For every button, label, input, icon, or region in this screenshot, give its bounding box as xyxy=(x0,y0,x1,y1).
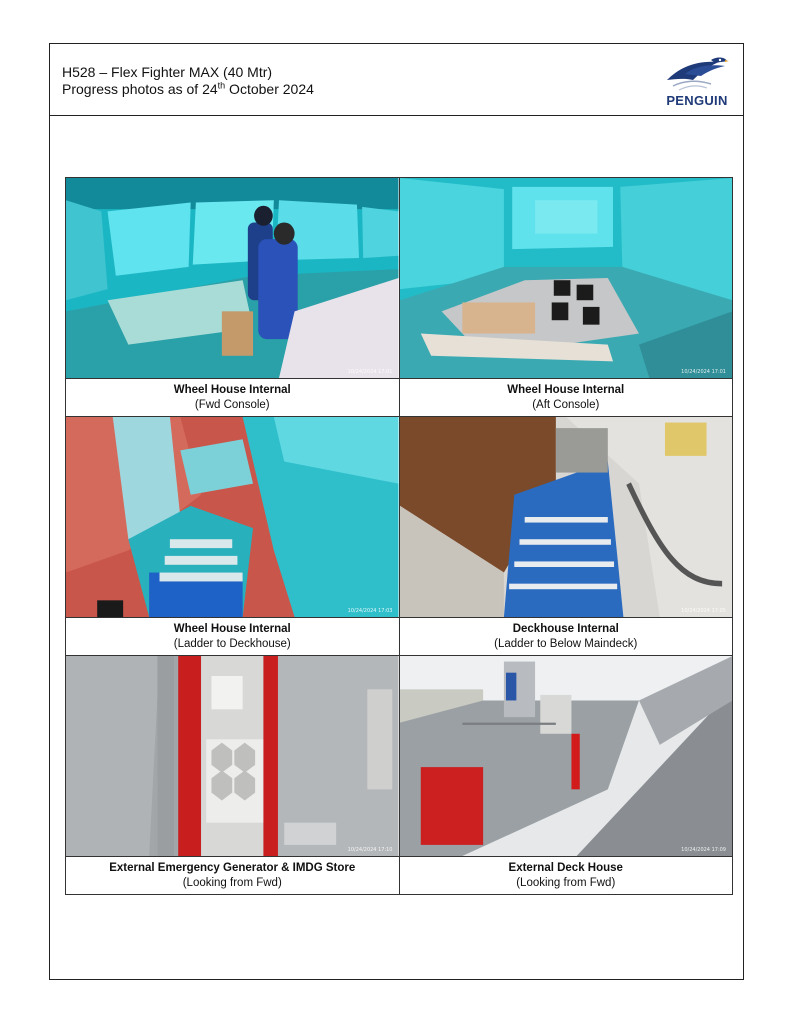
caption-subtitle: (Ladder to Deckhouse) xyxy=(173,637,291,650)
photo-deckhouse-ladder xyxy=(400,417,733,617)
photo-row xyxy=(66,417,733,618)
title-line-2: Progress photos as of 24th October 2024 xyxy=(62,80,314,97)
caption-title: Deckhouse Internal xyxy=(512,622,619,635)
caption-subtitle: (Aft Console) xyxy=(532,398,600,411)
photo-caption xyxy=(66,857,400,895)
title-line-1: H528 – Flex Fighter MAX (40 Mtr) xyxy=(62,64,273,80)
caption-subtitle: (Looking from Fwd) xyxy=(516,876,616,889)
photo-timestamp: 10/24/2024 17:09 xyxy=(681,847,726,853)
photo-wheel-house-ladder xyxy=(66,417,399,617)
caption-subtitle: (Fwd Console) xyxy=(194,398,270,411)
photo-cell xyxy=(399,417,733,618)
photo-row xyxy=(66,656,733,857)
page-header xyxy=(50,44,743,116)
page-frame xyxy=(49,43,744,980)
caption-row xyxy=(66,618,733,656)
caption-title: External Deck House xyxy=(508,861,623,874)
caption-title: Wheel House Internal xyxy=(507,383,625,396)
photo-timestamp: 10/24/2024 17:10 xyxy=(347,847,393,853)
photo-emergency-generator-imdg-store xyxy=(66,656,399,856)
caption-row xyxy=(66,379,733,417)
photo-table xyxy=(65,177,733,895)
caption-title: Wheel House Internal xyxy=(173,622,291,635)
photo-cell xyxy=(66,417,400,618)
photo-caption xyxy=(399,857,733,895)
photo-caption xyxy=(66,379,400,417)
photo-timestamp: 10/24/2024 17:03 xyxy=(347,608,393,614)
photo-caption xyxy=(399,618,733,656)
document-title xyxy=(62,64,314,98)
penguin-logo xyxy=(659,54,735,110)
photo-cell xyxy=(66,656,400,857)
photo-cell xyxy=(399,656,733,857)
caption-subtitle: (Looking from Fwd) xyxy=(182,876,282,889)
photo-external-deck-house xyxy=(400,656,733,856)
photo-cell xyxy=(66,178,400,379)
photo-wheel-house-aft-console xyxy=(400,178,733,378)
photo-timestamp: 10/24/2024 17:05 xyxy=(681,608,726,614)
photo-timestamp: 10/24/2024 17:01 xyxy=(347,369,393,375)
caption-subtitle: (Ladder to Below Maindeck) xyxy=(494,637,638,650)
caption-title: External Emergency Generator & IMDG Store xyxy=(109,861,356,874)
caption-title: Wheel House Internal xyxy=(173,383,291,396)
photo-cell xyxy=(399,178,733,379)
caption-row xyxy=(66,857,733,895)
photo-caption xyxy=(399,379,733,417)
photo-timestamp: 10/24/2024 17:01 xyxy=(681,369,726,375)
logo-text: PENGUIN xyxy=(666,93,728,108)
photo-wheel-house-fwd-console xyxy=(66,178,399,378)
photo-row xyxy=(66,178,733,379)
photo-caption xyxy=(66,618,400,656)
penguin-logo-icon xyxy=(665,54,729,92)
